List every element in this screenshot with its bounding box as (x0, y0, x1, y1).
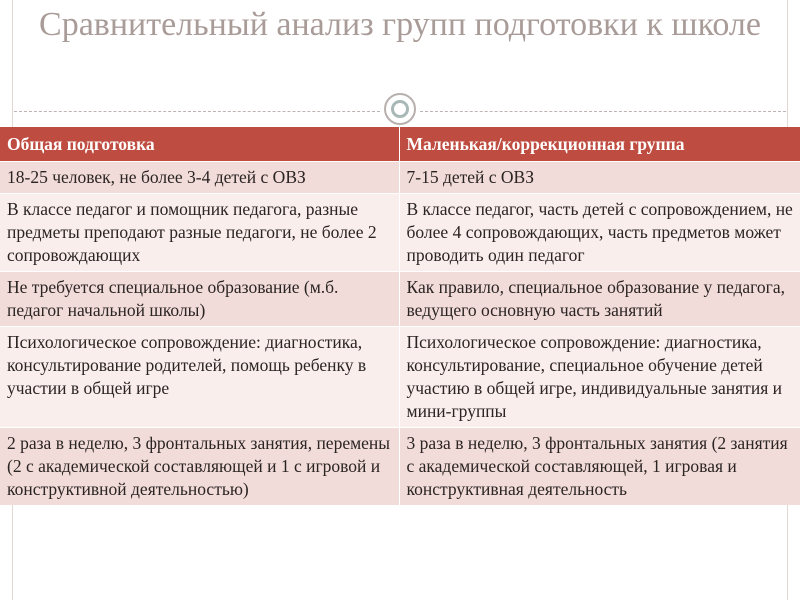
slide-title: Сравнительный анализ групп подготовки к школе (39, 6, 761, 43)
table-row (0, 272, 800, 327)
circle-ornament-inner (391, 100, 409, 118)
table-cell: 3 раза в неделю, 3 фронтальных занятия (2 занятия с академической составляющей, 1 игровая и конструктивная деятельность (399, 428, 800, 506)
table-cell: Не требуется специальное образование (м.б. педагог начальной школы) (0, 272, 399, 327)
table-cell: 2 раза в неделю, 3 фронтальных занятия, перемены (2 с академической составляющей и 1 с игровой и конструктивной деятельностью) (0, 428, 399, 506)
table-cell: Психологическое сопровождение: диагностика, консультирование, специальное обучение детей участию в общей игре, индивидуальные занятия и мини-группы (399, 327, 800, 428)
table-row (0, 327, 800, 428)
header-small-group: Маленькая/коррекционная группа (399, 127, 800, 162)
table-row (0, 428, 800, 506)
comparison-table (0, 127, 800, 505)
circle-ornament-icon (384, 93, 416, 125)
table-cell: В классе педагог, часть детей с сопровождением, не более 4 сопровождающих, часть предметов может проводить один педагог (399, 194, 800, 272)
title-divider-right (420, 111, 786, 112)
header-general-prep: Общая подготовка (0, 127, 399, 162)
table-header-row (0, 127, 800, 162)
table-cell: Психологическое сопровождение: диагностика, консультирование родителей, помощь ребенку в участии в общей игре (0, 327, 399, 428)
table-cell: 18-25 человек, не более 3-4 детей с ОВЗ (0, 162, 399, 194)
table-row (0, 162, 800, 194)
title-divider-left (14, 111, 380, 112)
table-cell: 7-15 детей с ОВЗ (399, 162, 800, 194)
table-cell: В классе педагог и помощник педагога, разные предметы преподают разные педагоги, не более 2 сопровождающих (0, 194, 399, 272)
table-row (0, 194, 800, 272)
table-cell: Как правило, специальное образование у педагога, ведущего основную часть занятий (399, 272, 800, 327)
